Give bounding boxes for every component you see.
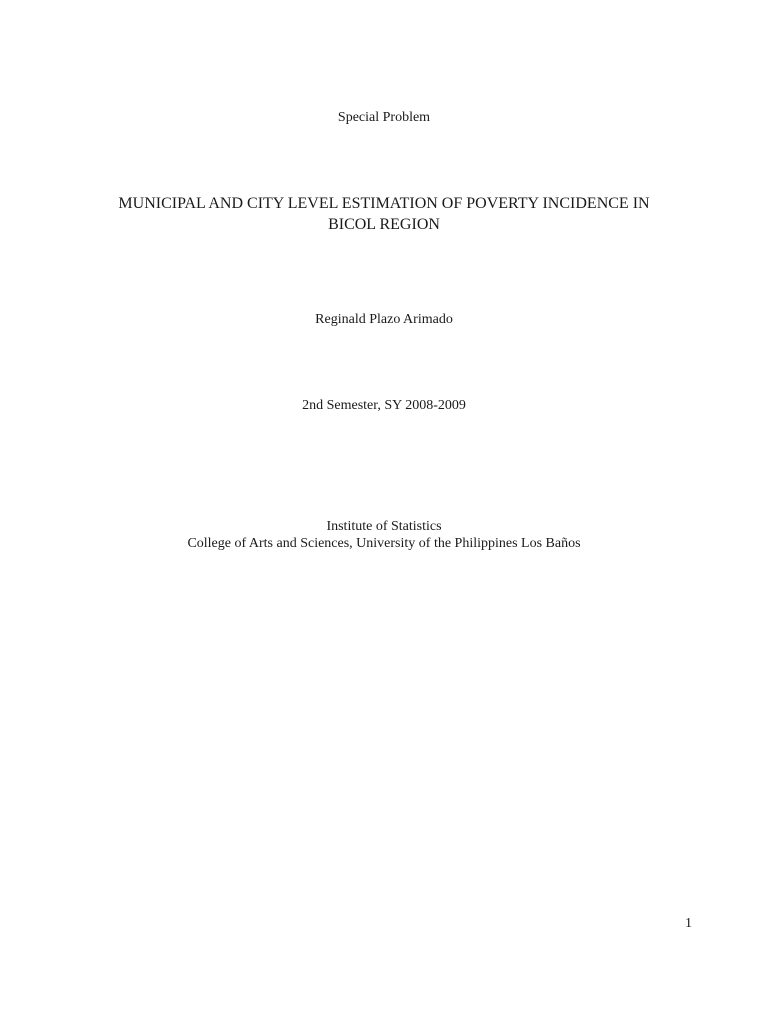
author-name: Reginald Plazo Arimado xyxy=(315,312,453,327)
college-affiliation: College of Arts and Sciences, University of the Philippines Los Baños xyxy=(187,536,581,551)
semester-info: 2nd Semester, SY 2008-2009 xyxy=(302,398,466,413)
institute-name: Institute of Statistics xyxy=(326,519,442,534)
document-title xyxy=(0,193,768,235)
page-number: 1 xyxy=(685,916,692,931)
document-type-label: Special Problem xyxy=(337,110,431,125)
document-title-line-1: MUNICIPAL AND CITY LEVEL ESTIMATION OF POVERTY INCIDENCE IN xyxy=(118,195,650,212)
document-title-line-2: BICOL REGION xyxy=(328,216,440,233)
